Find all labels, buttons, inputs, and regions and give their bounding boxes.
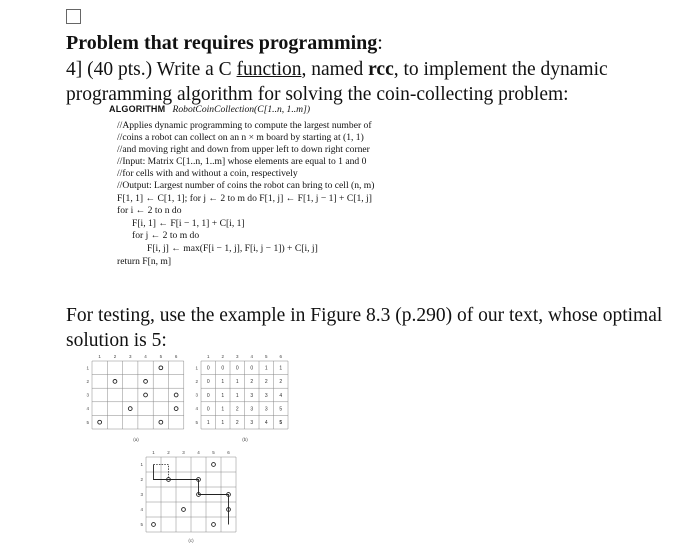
coin-icon — [159, 366, 163, 370]
column-label: 1 — [98, 354, 101, 359]
heading-text: Problem that requires programming — [66, 32, 378, 54]
empty-checkbox-icon[interactable] — [66, 9, 81, 24]
table-cell-value: 0 — [206, 406, 210, 413]
table-cell-value: 1 — [279, 365, 283, 372]
column-label: 1 — [206, 354, 210, 359]
table-cell-value: 1 — [221, 379, 225, 386]
table-cell-value: 4 — [279, 392, 283, 399]
column-label: 2 — [167, 450, 170, 455]
task-suffix: , to implement the dynamic programming algorithm for solving the coin-collecting problem: — [66, 59, 608, 105]
table-cell-value: 5 — [279, 420, 283, 426]
table-cell-value: 0 — [235, 365, 239, 372]
figure-caption: (a) — [133, 437, 139, 442]
algorithm-signature: RobotCoinCollection(C[1..n, 1..m]) — [172, 104, 311, 115]
algorithm-comment: //Output: Largest number of coins the robot can bring to cell (n, m) — [117, 180, 375, 191]
task-function-word: function — [236, 59, 302, 80]
figure-caption: (b) — [242, 437, 248, 442]
coin-icon — [98, 420, 102, 424]
algorithm-comment: //Applies dynamic programming to compute the largest number of — [117, 120, 372, 131]
row-label: 5 — [195, 419, 198, 425]
testing-note: For testing, use the example in Figure 8.3 (p.290) of our text, whose optimal solution is 5: — [66, 305, 663, 351]
row-label: 2 — [86, 379, 89, 384]
row-label: 3 — [195, 392, 198, 398]
column-label: 5 — [159, 354, 163, 359]
algorithm-code-line: return F[n, m] — [117, 256, 172, 267]
column-label: 6 — [279, 354, 283, 359]
table-cell-value: 3 — [250, 392, 254, 399]
column-label: 6 — [174, 354, 178, 359]
table-cell-value: 3 — [264, 406, 268, 413]
table-cell-value: 1 — [206, 420, 210, 426]
table-cell-value: 0 — [250, 365, 254, 372]
table-cell-value: 0 — [206, 379, 210, 386]
column-label: 5 — [264, 354, 268, 359]
algorithm-code-line: F[i, 1] ← F[i − 1, 1] + C[i, 1] — [132, 218, 245, 229]
coin-icon — [152, 523, 156, 527]
task-prefix: 4] (40 pts.) Write a C — [66, 59, 237, 80]
table-cell-value: 1 — [264, 365, 268, 372]
figure-a-coin-board — [82, 353, 194, 443]
column-label: 2 — [113, 354, 117, 359]
figure-b-dp-table — [193, 353, 297, 443]
algorithm-keyword: ALGORITHM — [109, 104, 166, 114]
table-cell-value: 1 — [221, 406, 225, 413]
algorithm-code-line: F[1, 1] ← C[1, 1]; for j ← 2 to m do F[1, j] ← F[1, j − 1] + C[1, j] — [117, 193, 372, 204]
column-label: 4 — [144, 354, 147, 359]
algorithm-header — [109, 104, 310, 116]
row-label: 3 — [86, 392, 89, 398]
coin-icon — [128, 407, 132, 411]
table-cell-value: 3 — [250, 406, 254, 413]
task-middle: , named — [301, 59, 369, 80]
row-label: 5 — [140, 522, 143, 528]
table-cell-value: 1 — [235, 392, 239, 399]
row-label: 1 — [86, 365, 89, 371]
column-label: 6 — [227, 450, 230, 455]
algorithm-comment: //for cells with and without a coin, respectively — [117, 168, 298, 179]
figure-caption: (c) — [188, 538, 194, 543]
table-cell-value: 0 — [206, 365, 210, 372]
coin-icon — [174, 407, 178, 411]
algorithm-comment: //and moving right and down from upper left to down right corner — [117, 144, 370, 155]
table-cell-value: 0 — [221, 365, 225, 372]
coin-icon — [212, 523, 216, 527]
task-function-name: rcc — [368, 59, 394, 80]
heading-colon: : — [377, 32, 383, 54]
table-cell-value: 2 — [250, 379, 254, 386]
row-label: 3 — [140, 492, 143, 498]
row-label: 1 — [195, 365, 198, 371]
table-cell-value: 1 — [221, 392, 225, 399]
column-label: 3 — [235, 354, 239, 359]
algorithm-comment: //Input: Matrix C[1..n, 1..m] whose elements are equal to 1 and 0 — [117, 156, 367, 167]
column-label: 3 — [182, 450, 185, 455]
table-cell-value: 2 — [264, 379, 268, 386]
table-cell-value: 3 — [250, 420, 254, 426]
column-label: 4 — [197, 450, 200, 455]
algorithm-comment: //coins a robot can collect on an n × m board by starting at (1, 1) — [117, 132, 364, 143]
row-label: 5 — [86, 419, 89, 425]
column-label: 4 — [250, 354, 254, 359]
coin-icon — [159, 420, 163, 424]
column-label: 2 — [221, 354, 225, 359]
table-cell-value: 4 — [264, 420, 268, 426]
row-label: 2 — [195, 379, 198, 384]
coin-icon — [113, 380, 117, 384]
table-cell-value: 5 — [279, 406, 283, 413]
row-label: 1 — [140, 462, 143, 468]
table-cell-value: 1 — [221, 420, 225, 426]
table-cell-value: 1 — [235, 379, 239, 386]
problem-heading — [66, 31, 383, 55]
table-cell-value: 0 — [206, 392, 210, 399]
task-statement — [66, 57, 666, 107]
table-cell-value: 2 — [235, 420, 239, 426]
table-cell-value: 2 — [235, 406, 239, 413]
column-label: 1 — [152, 450, 155, 455]
row-label: 4 — [140, 507, 143, 513]
column-label: 3 — [128, 354, 132, 359]
algorithm-code-line: F[i, j] ← max(F[i − 1, j], F[i, j − 1]) + C[i, j] — [147, 243, 318, 254]
figure-c-optimal-path — [136, 448, 240, 544]
coin-icon — [144, 393, 148, 397]
coin-icon — [174, 393, 178, 397]
table-cell-value: 3 — [264, 392, 268, 399]
row-label: 2 — [140, 477, 143, 483]
coin-icon — [182, 508, 186, 512]
coin-icon — [144, 380, 148, 384]
algorithm-code-line: for j ← 2 to m do — [132, 230, 200, 241]
coin-icon — [212, 463, 216, 467]
row-label: 4 — [195, 406, 198, 412]
table-cell-value: 2 — [279, 379, 283, 386]
algorithm-code-line: for i ← 2 to n do — [117, 205, 182, 216]
row-label: 4 — [86, 406, 89, 412]
column-label: 5 — [212, 450, 215, 455]
